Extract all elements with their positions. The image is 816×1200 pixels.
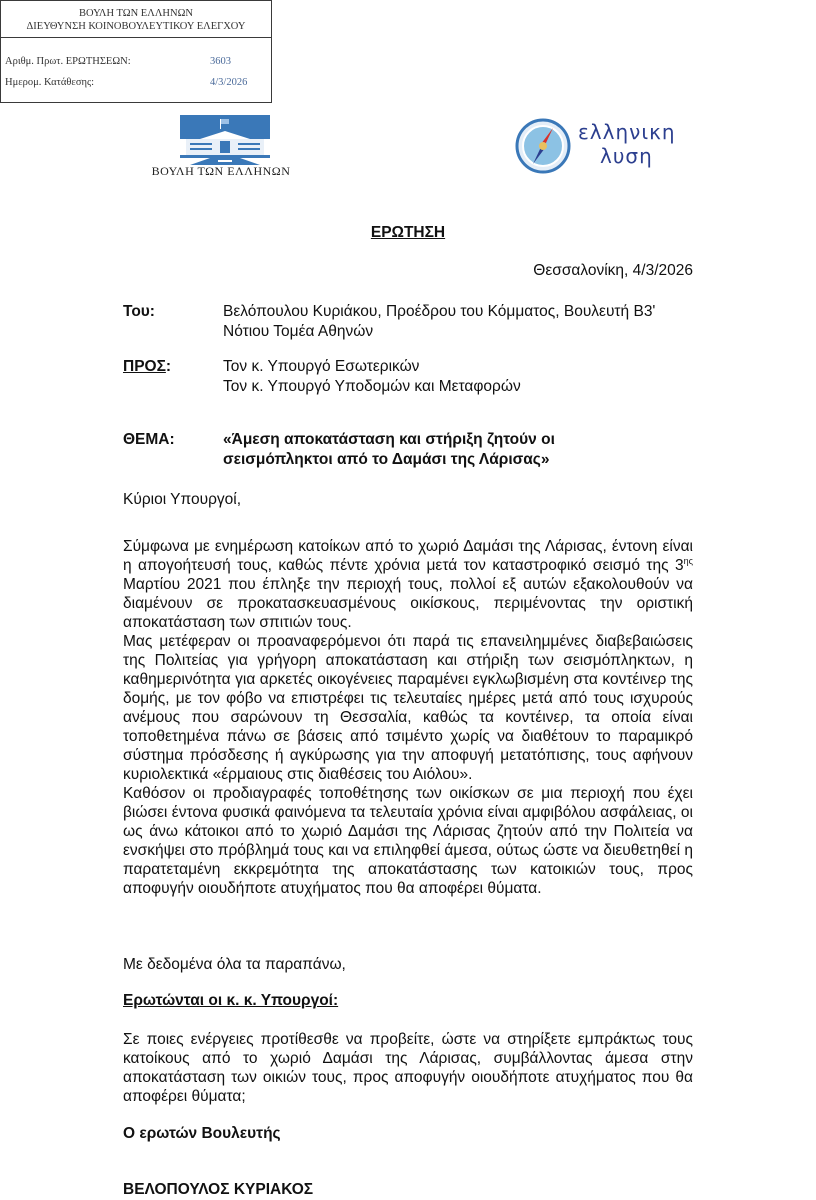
stamp-header <box>1 1 271 38</box>
to-label: ΠΡΟΣ: <box>123 358 172 375</box>
signature-label: Ο ερωτών Βουλευτής <box>123 1125 281 1142</box>
from-value: Βελόπουλου Κυριάκου, Προέδρου του Κόμματος, Βουλευτή Β3' Νότιου Τομέα Αθηνών <box>223 303 656 340</box>
parliament-logo-icon <box>180 115 270 165</box>
question-text: Σε ποιες ενέργειες προτίθεσθε να προβείτε, ώστε να στηρίξετε εμπράκτως τους κατοίκους από το χωριό Δαμάσι της Λάρισας, συμβάλλοντας άμεσα στην αποκατάσταση των οικιών τους, προς αποφυγήν οιουδήποτε ατυχήματος που θα αποφέρει θύματα; <box>123 1031 693 1105</box>
body-paragraphs <box>123 537 693 898</box>
subject-value: «Άμεση αποκατάσταση και στήριξη ζητούν οι σεισμόπληκτοι από το Δαμάσι της Λάρισας» <box>223 431 555 468</box>
place-date: Θεσσαλονίκη, 4/3/2026 <box>533 262 693 279</box>
to-recipient-2: Τον κ. Υπουργό Υποδομών και Μεταφορών <box>223 378 521 395</box>
stamp-protocol-row <box>5 56 231 67</box>
signature-name: ΒΕΛΟΠΟΥΛΟΣ ΚΥΡΙΑΚΟΣ <box>123 1181 314 1198</box>
stamp-date-row <box>5 77 248 88</box>
question-heading: Ερωτώνται οι κ. κ. Υπουργοί: <box>123 992 339 1009</box>
to-value <box>223 357 693 397</box>
party-logo-text <box>578 120 676 168</box>
to-recipient-1: Τον κ. Υπουργό Εσωτερικών <box>223 358 420 375</box>
party-name-line-2: λυση <box>600 144 653 168</box>
stamp-line-2: ΔΙΕΥΘΥΝΣΗ ΚΟΙΝΟΒΟΥΛΕΥΤΙΚΟΥ ΕΛΕΓΧΟΥ <box>26 21 246 32</box>
from-label: Του: <box>123 303 155 320</box>
filing-stamp <box>0 0 272 103</box>
protocol-value: 3603 <box>210 56 231 67</box>
filing-date-label: Ημερομ. Κατάθεσης: <box>5 77 95 88</box>
paragraph-3: Καθόσον οι προδιαγραφές τοποθέτησης των οικίσκων σε μια περιοχή που έχει βιώσει έντονα φυσικά φαινόμενα τα τελευταία χρόνια είναι αμφιβόλου ασφάλειας, οι ως άνω κάτοικοι από το χωριό Δαμάσι της Λάρισας ζητούν από την Πολιτεία να ενσκήψει στο πρόβλημά τους και να επιληφθεί άμεσα, ούτως ώστε να διευθετηθεί η παρατεταμένη εκκρεμότητα της αποκατάστασης των κατοικιών τους, προς αποφυγήν οιουδήποτε ατυχήματος που θα αποφέρει θύματα. <box>123 785 693 897</box>
stamp-line-1: ΒΟΥΛΗ ΤΩΝ ΕΛΛΗΝΩΝ <box>79 8 193 19</box>
paragraph-2: Μας μετέφεραν οι προαναφερόμενοι ότι παρά τις επανειλημμένες διαβεβαιώσεις της Πολιτείας για γρήγορη αποκατάσταση και στήριξη των σεισμόπληκτων, η καθημερινότητα για αρκετές οικογένειες παραμένει εγκλωβισμένη στα κοντέινερ της δομής, με τον φόβο να επιστρέφει τις τελευταίες ημέρες μετά από τους ισχυρούς ανέμους που σαρώνουν τη Θεσσαλία, καθώς τα κοντέινερ, τα οποία είναι τοποθετημένα πάνω σε βάσεις από τσιμέντο χωρίς να διαθέτουν το παραμικρό σύστημα πρόσδεσης ή αγκύρωσης για την αποφυγή μετατόπισης, τους αφήνουν κυριολεκτικά «έρμαιους στις διαθέσεις του Αιόλου». <box>123 633 693 783</box>
preamble: Με δεδομένα όλα τα παραπάνω, <box>123 956 346 973</box>
parliament-caption: ΒΟΥΛΗ ΤΩΝ ΕΛΛΗΝΩΝ <box>151 164 291 178</box>
party-name-line-1: ελληνικη <box>578 120 676 144</box>
compass-logo-icon <box>515 118 571 174</box>
protocol-label: Αριθμ. Πρωτ. ΕΡΩΤΗΣΕΩΝ: <box>5 56 131 67</box>
paragraph-1: Σύμφωνα με ενημέρωση κατοίκων από το χωριό Δαμάσι της Λάρισας, έντονη είναι η απογοήτευσή τους, καθώς πέντε χρόνια μετά τον καταστροφικό σεισμό της $3^{\eta\varsigma}$ Μαρτίου 2021 που έπληξε την περιοχή τους, πολλοί εξ αυτών εξακολουθούν να διαμένουν σε προκατασκευασμένους οικίσκους, περιμένοντας την οριστική αποκατάσταση των σπιτιών τους. <box>123 538 693 631</box>
filing-date-value: 4/3/2026 <box>210 77 248 88</box>
subject-label: ΘΕΜΑ: <box>123 431 175 448</box>
document-title: ΕΡΩΤΗΣΗ <box>370 224 446 241</box>
greeting: Κύριοι Υπουργοί, <box>123 491 242 508</box>
